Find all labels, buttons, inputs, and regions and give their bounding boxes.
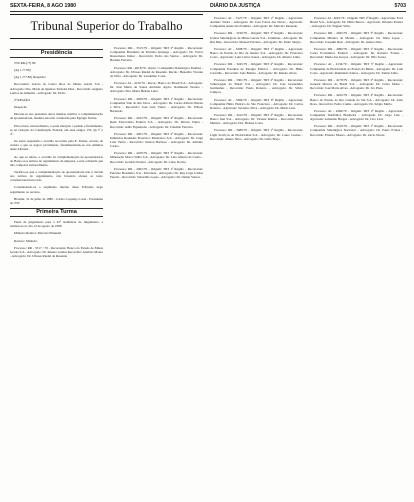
text-block: Processo: RR - 4018/79 - Recte.: Companhia Siderúrgica Paulista - Advogado: Dr. Ulisses Riedel de Resende. Recdo.: Benedito Vicente da Silva - Advogado: Dr. Laudelino Costa. xyxy=(110,65,203,78)
col2-body xyxy=(110,46,203,179)
text-block: Processo: RR - 3301/79 - Origem: TRT 2ª Região - Recorrente: Volkswagen do Brasil S/A - Advogado: Dr. José Granadeiro Guimarães - Recorrido: Paulo Roberto - Advogado: Dr. Silvio Campos. xyxy=(210,77,303,95)
text-block: Verifica-se que a complementação de aposentadoria não é devida nos termos do regulamento, não havendo ofensa ao texto constitucional invocado. xyxy=(10,169,103,183)
text-block: Processo: RR - 3515/79 - Origem: TRT 2ª Região - Recorrente: Companhia Brasileira de Petróleo Ipiranga - Advogado: Dr. Victor Russomano Júnior - Recorrido: Pedro dos Santos - Advogado: Dr. Hermes Ferreira. xyxy=(110,46,203,63)
text-block: (Ag 1.?? 80) xyxy=(14,68,31,73)
text-block: Processo: AI - 4132/79 - Recte.: Banco do Brasil S/A - Advogado: Dr. José Maria de Souza Andrade. Agdo.: Raimundo Nonato - Advogado: Dra. Maria Helena Leite. xyxy=(110,81,203,94)
page-header xyxy=(10,3,406,12)
column-1 xyxy=(10,16,103,502)
text-block: Processo: RR - 4178/79 - Origem: TRT 2ª Região - Recorrente: General Motors do Brasil S/A - Advogado: Dr. Celso Motta - Recorrido: José Maria Alves - Advogado: Dr. Ivo Pires. xyxy=(310,77,403,91)
text-block: Processo: AI - 3208/79 - Origem: TRT 1ª Região - Agravante: Banco do Estado do Rio de Janeiro S/A - Advogado: Dr. Francisco Costa - Agravado: Luiz Carlos Souza - Advogado: Dr. Alberto Lima. xyxy=(210,46,303,60)
header-page-number: 5703 xyxy=(394,3,406,9)
text-block: Processo: RR - 4250/79 - Origem: TRT 3ª Região - Recorrente: Mineração Morro Velho S/A - Advogado: Dr. Lino Alberto de Castro - Recorrido: Geraldo Pereira - Advogado: Dr. Celso Rocha. xyxy=(110,151,203,164)
text-block: Revisor: Ministro xyxy=(14,238,38,243)
text-block: Processo: RR - 4045/79 - Origem: TRT 3ª Região - Recorrente: Companhia Mineira de Metais - Advogado: Dr. Ildeu Lopes - Recorrido: Joaquim Reis - Advogado: Dr. Antero Dias. xyxy=(310,31,403,44)
text-block: Processo: RR - 4090/79 - Origem: TRT 1ª Região - Recorrente: Caixa Econômica Federal - Advogado: Dr. Roberto Fontes - Recorrido: Maria das Graças - Advogado: Dr. Nilo Souza. xyxy=(310,46,403,60)
col1-body xyxy=(10,112,103,205)
header-journal-title: DIÁRIO DA JUSTIÇA xyxy=(209,3,261,9)
text-block: 2ª REGIÃO xyxy=(14,97,30,102)
text-block: Processo: RR - 3190/79 - Origem: TRT 3ª Região - Recorrente: Usinas Siderúrgicas de Minas Gerais S/A - Usiminas - Advogado: Dr. Rui Dias - Recorrido: Manoel Ferreira - Advogado: Dr. Paulo Sérgio. xyxy=(210,31,303,44)
text-block: Processo: AI - 4001/79 - Origem: TRT 2ª Região - Agravante: Ford Brasil S/A - Advogado: Dr. Hélio Barros - Agravado: Orlando Pereira - Advogado: Dr. Wagner Silva. xyxy=(310,16,403,29)
text-block: Processo: RR - 4056/79 - Origem: TRT 1ª Região - Recorrente: Companhia Vale do Rio Doce - Advogado: Dr. Carlos Alberto Barata e Silva - Recorrido: José Luiz Vieira - Advogado: Dr. Wilson Bernardo. xyxy=(110,96,203,114)
text-block: Processo: RR - 4302/79 - Origem: TRT 1ª Região - Recorrente: Petróleo Brasileiro S/A - Petrobrás - Advogado: Dr. Ruy Jorge Caldas Pereira - Recorrido: Sebastião Lopes - Advogado: Dr. Osmar Santos. xyxy=(110,166,203,180)
text-block: Brasília, 31 de julho de 1980 - Carlos Coqueijo Costa - Presidente do TST xyxy=(10,196,103,205)
text-block: Processo: RR - 4201/79 - Origem: TRT 2ª Região - Recorrente: Indústrias Reunidas Francisco Matarazzo S/A - Advogado: Dr. Jorge Luiz Vieira - Recorrido: Nelson Barbosa - Advogado: Dr. Antônio Carlos. xyxy=(110,131,203,149)
text-block: Em recurso extraordinário, a parte interpõe o pedido e fundamenta-se na violação da Constituição Federal, em seus artigos 153, §§ 3º e 4º. xyxy=(10,123,103,136)
section-heading-presidencia: Presidência xyxy=(10,49,103,58)
column-4 xyxy=(310,16,403,502)
col1-header-block xyxy=(10,61,103,109)
text-block: Os autos respeitam o acórdão recorrido pela E. Turma, recurso de revista a que se negou provimento, fundamentando-se nas súmulas deste tribunal. xyxy=(10,139,103,152)
text-block: Processo: RR - 4102/79 - Origem: TRT 4ª Região - Recorrente: Rede Ferroviária Federal S/A - Advogado: Dr. Dirceu Vieira - Recorrido: Adão Figueiredo - Advogado: Dr. Cândido Ferreira. xyxy=(110,116,203,129)
text-block: Ao que se refere, o acórdão da complementação de aposentadoria do Banco nos termos do regulamento da empresa, e esta a matéria que não comporta extraordinário. xyxy=(10,154,103,167)
text-block: (Ag 1.??? 80) Despacho xyxy=(14,75,46,80)
text-block: Processo: RR - 4310/79 - Origem: TRT 1ª Região - Recorrente: Companhia Siderúrgica Nacional - Advogado: Dr. Paulo Fontes - Recorrido: Ernesto Moura - Advogado: Dr. Lúcio Neves. xyxy=(310,124,403,137)
text-block: Processo: AI - 3127/79 - Origem: TRT 2ª Região - Agravante: Antônio Vieira - Advogado: Dr. José Torres das Neves - Agravado: Companhia Antarctica Paulista - Advogado: Dr. Marcelo Rezende. xyxy=(210,16,303,29)
columns xyxy=(10,16,406,502)
text-block: Processo: AI - 3366/79 - Origem: TRT 6ª Região - Agravante: Companhia Hidro Elétrica do São Francisco - Advogado: Dr. Carlos Roberto - Agravado: Severino Silva - Advogado: Dr. Mário Lins. xyxy=(210,97,303,110)
column-2 xyxy=(110,16,203,502)
text-block: Processo: RR - 3480/79 - Origem: TRT 1ª Região - Recorrente: Light Serviços de Eletricidade S/A - Advogado: Dr. Lauro Gomes - Recorrido: Amaro Silva - Advogado: Dr. Célio Borja. xyxy=(210,128,303,141)
col3-body xyxy=(210,16,303,141)
text-block: Recorrente: Garcia de Castro Rios do Minas Gerais S/A - Advogado: Dra. Maria de Queiroz Teixeira Dias - Recorrido: Augusto Lemos de Almeida - Advogado: Dr. Pedro xyxy=(10,82,103,95)
text-block: TST-RR-(??) 80 xyxy=(14,61,36,65)
col1-turma xyxy=(10,220,103,258)
col4-body xyxy=(310,16,403,137)
column-3 xyxy=(210,16,303,502)
text-block: Processo: RR - 4222/79 - Origem: TRT 4ª Região - Recorrente: Banco do Estado do Rio Grande do Sul S/A - Advogado: Dr. Aldo Rosa - Recorrido: Pedro Cunha - Advogado: Dr. Sérgio Mello. xyxy=(310,93,403,106)
masthead-box xyxy=(10,14,203,39)
text-block: Processo: AI - 4266/79 - Origem: TRT 2ª Região - Agravante: Companhia Telefônica Brasileira - Advogado: Dr. Jorge Lins - Agravado: Armando Borges - Advogado: Dr. Ciro Leal. xyxy=(310,108,403,122)
text-block: Ministro Relator: Marcelo Pimentel xyxy=(14,231,62,236)
text-block: Discute-se nos presentes autos matéria relativa à complementação de aposentadoria, matéria esta não conhecida pela Egrégia Turma. xyxy=(10,112,103,121)
text-block: Processo: AI - 4134/79 - Origem: TRT 5ª Região - Agravante: Companhia de Eletricidade do Estado da Bahia - Advogado: Dr. Luiz Costa - Agravado: Raimundo Santos - Advogado: Dr. Tomás Lima. xyxy=(310,62,403,75)
text-block: Considerando-se o regimento interno deste Tribunal, nego seguimento ao recurso. xyxy=(10,185,103,194)
text-block: Processo: RR - 3412/79 - Origem: TRT 2ª Região - Recorrente: Banco Itaú S/A - Advogado: Dr. Vicente Ramos - Recorrido: Elisa Martins - Advogado: Dra. Helena Costa. xyxy=(210,112,303,126)
section-heading-primeira-turma: Primeira Turma xyxy=(10,208,103,217)
text-block: Pauta de julgamento para a 22ª Audiência de Julgamento, a realizar-se no dia 12 de agosto de 1980. xyxy=(10,220,103,229)
text-block: Processo: RR - 3245/79 - Origem: TRT 4ª Região - Recorrente: Companhia Estadual de Energia Elétrica - Advogado: Dr. Hélio Carvalho - Recorrido: João Batista - Advogado: Dr. Renato Alves. xyxy=(210,62,303,75)
masthead-title: Tribunal Superior do Trabalho xyxy=(30,19,183,33)
header-date: SEXTA-FEIRA, 8 AGO 1980 xyxy=(10,3,77,9)
text-block: Despacho xyxy=(14,105,27,110)
text-block: Processo: RR - 3517 / 79 - Recorrente: Banco do Estado de Minas Gerais S/A - Advogado: Dr. Renato Gomes Recorrido: Antônio Moura - Advogado: Dr. Ulisses Riedel de Resende xyxy=(10,245,103,258)
